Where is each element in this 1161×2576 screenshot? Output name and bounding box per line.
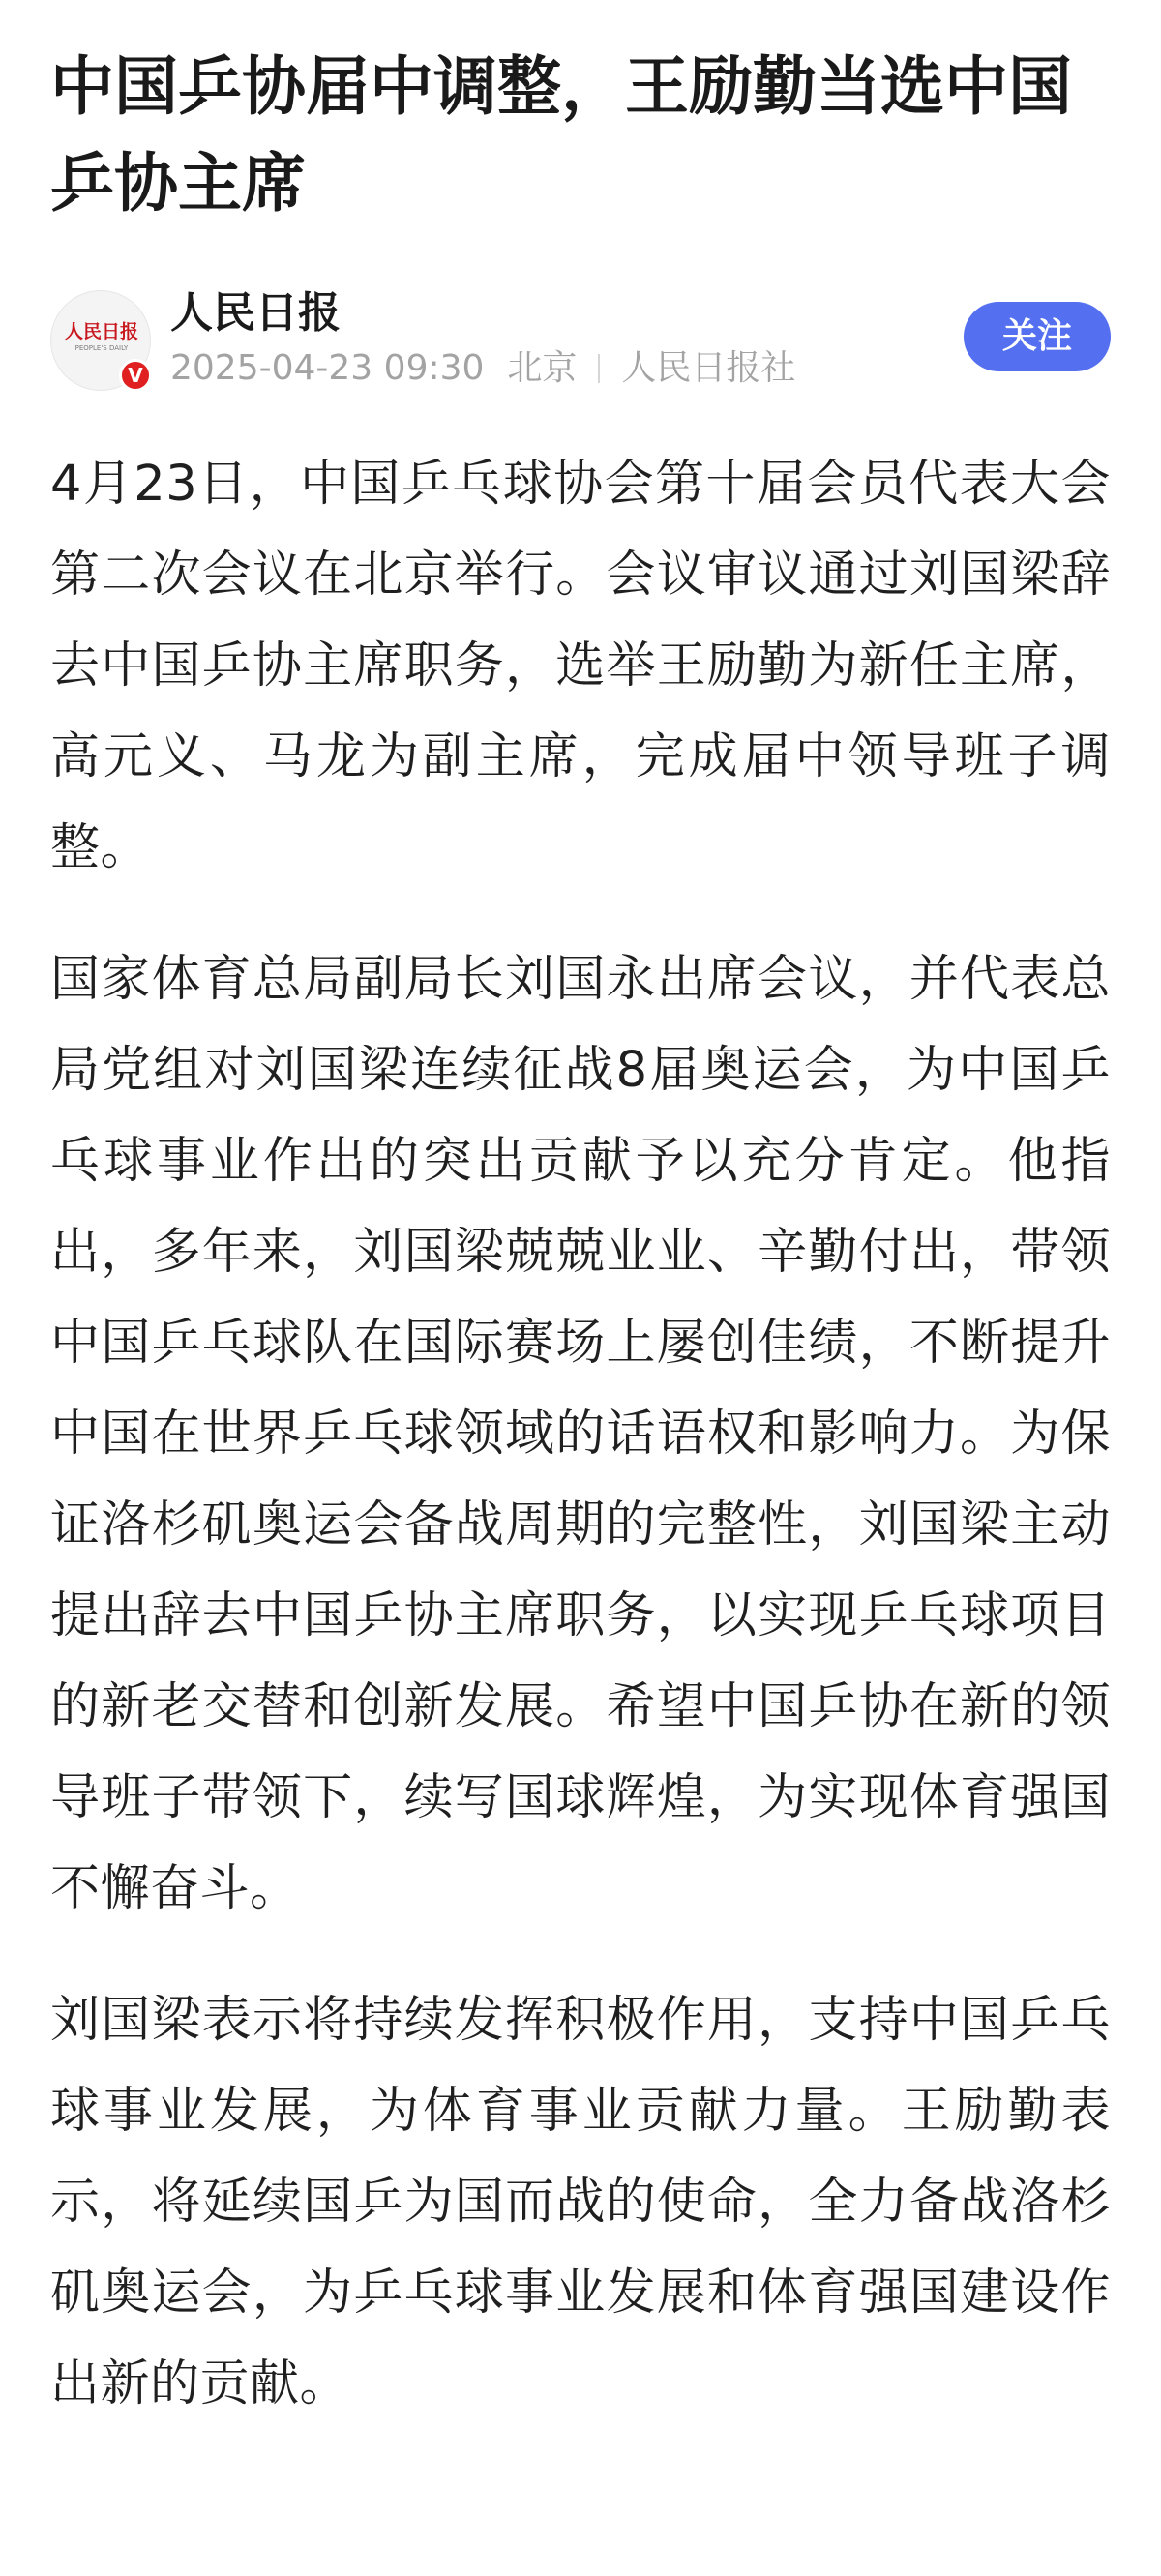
publish-source: 人民日报社 [621, 348, 796, 388]
article-body [50, 439, 1111, 2430]
publish-date: 2025-04-23 09:30 [170, 348, 485, 388]
avatar[interactable] [50, 290, 151, 391]
article-paragraph: 国家体育总局副局长刘国永出席会议，并代表总局党组对刘国梁连续征战8届奥运会，为中国乒乓球事业作出的突出贡献予以充分肯定。他指出，多年来，刘国梁兢兢业业、辛勤付出，带领中国乒乓球队在国际赛场上屡创佳绩，不断提升中国在世界乒乓球领域的话语权和影响力。为保证洛杉矶奥运会备战周期的完整性，刘国梁主动提出辞去中国乒协主席职务，以实现乒乓球项目的新老交替和创新发展。希望中国乒协在新的领导班子带领下，续写国球辉煌，为实现体育强国不懈奋斗。 [50, 951, 1111, 1917]
article-title: 中国乒协届中调整，王励勤当选中国乒协主席 [50, 49, 1072, 221]
avatar-logo-text: 人民日报 [65, 321, 138, 342]
publish-location: 北京 [507, 348, 578, 388]
article-paragraph: 4月23日，中国乒乓球协会第十届会员代表大会第二次会议在北京举行。会议审议通过刘国梁辞去中国乒协主席职务，选举王励勤为新任主席，高元义、马龙为副主席，完成届中领导班子调整。 [50, 456, 1111, 876]
follow-button[interactable]: 关注 [964, 302, 1111, 371]
author-bar [50, 290, 1111, 397]
avatar-logo-subtext: PEOPLE'S DAILY [74, 344, 129, 352]
article-paragraph: 刘国梁表示将持续发挥积极作用，支持中国乒乓球事业发展，为体育事业贡献力量。王励勤表示，将延续国乒为国而战的使命，全力备战洛杉矶奥运会，为乒乓球事业发展和体育强国建设作出新的贡献。 [50, 1992, 1111, 2413]
verified-badge-icon: V [119, 359, 152, 392]
meta-divider [598, 354, 600, 383]
author-name[interactable]: 人民日报 [170, 288, 341, 338]
peoples-daily-logo-icon [65, 314, 138, 353]
article-meta [170, 344, 795, 393]
